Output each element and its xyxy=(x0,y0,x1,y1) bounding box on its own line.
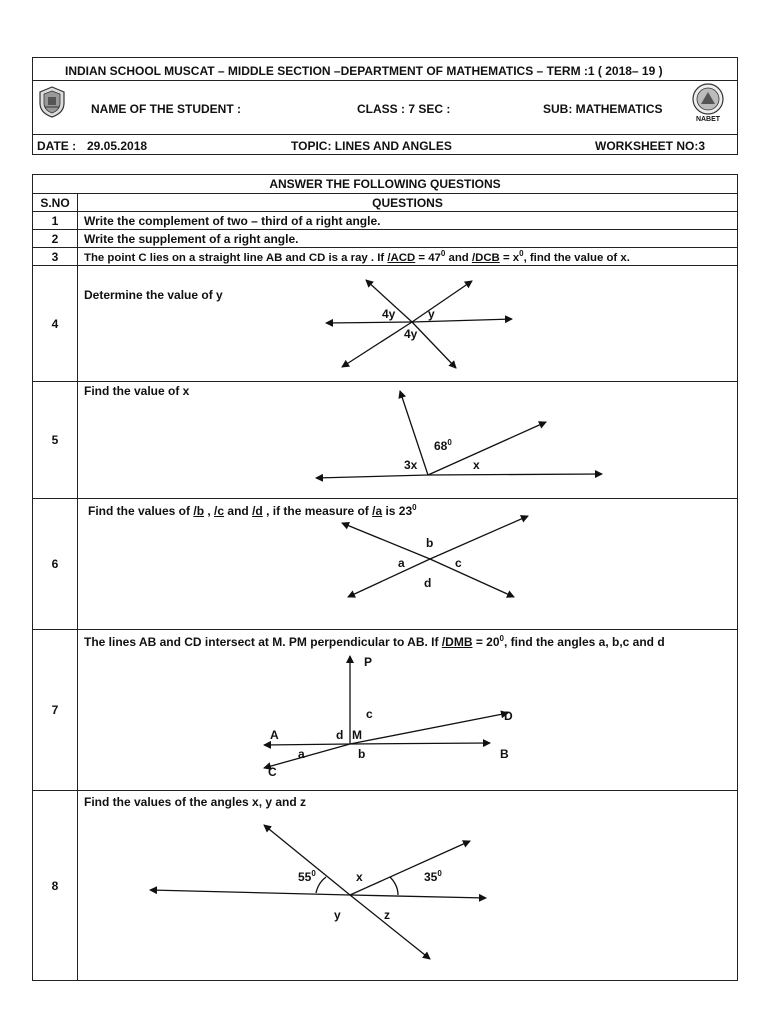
angle-label: y xyxy=(428,307,435,321)
angle-label: $35^0$ xyxy=(424,869,442,884)
question-number: 2 xyxy=(33,230,78,248)
degree-mark: 0 xyxy=(499,634,504,643)
date-label: DATE : xyxy=(37,139,77,153)
degree-mark: 0 xyxy=(440,249,446,259)
sno-header: S.NO xyxy=(33,194,78,212)
question-text: Determine the value of y xyxy=(84,288,223,302)
table-row xyxy=(33,248,738,266)
text-run: = 20 xyxy=(472,635,500,649)
angle-label: b xyxy=(426,536,434,550)
table-row xyxy=(33,382,738,499)
point-label: D xyxy=(504,709,513,723)
angle-label: /DMB xyxy=(441,635,473,649)
school-logo-icon xyxy=(37,85,67,119)
angles-on-line-diagram xyxy=(78,382,738,499)
question-text: Write the supplement of a right angle. xyxy=(78,230,738,248)
angle-label: /c xyxy=(214,504,225,518)
class-label: CLASS : 7 SEC : xyxy=(357,102,451,116)
angle-label: z xyxy=(384,908,390,922)
angle-label: a xyxy=(298,747,305,761)
text-run: = x xyxy=(499,251,520,264)
question-number: 1 xyxy=(33,212,78,230)
text-run: , find the angles a, b,c and d xyxy=(503,635,665,649)
angle-label: $55^0$ xyxy=(298,869,316,884)
text-run: , find the value of x. xyxy=(523,251,630,264)
degree-mark: 0 xyxy=(519,249,524,259)
angle-label: b xyxy=(358,747,366,761)
question-cell xyxy=(78,791,738,981)
angle-label: d xyxy=(336,728,344,742)
question-cell xyxy=(78,382,738,499)
table-row xyxy=(33,791,738,981)
angle-label: y xyxy=(334,908,341,922)
perpendicular-lines-diagram xyxy=(78,630,738,791)
text-run: = 47 xyxy=(415,251,441,264)
text-run: and xyxy=(445,251,472,264)
questions-table xyxy=(32,174,738,981)
text-run: , if the measure of xyxy=(262,504,373,518)
header-title: INDIAN SCHOOL MUSCAT – MIDDLE SECTION –DEPARTMENT OF MATHEMATICS – TERM :1 ( 2018– 19 ) xyxy=(65,64,663,78)
student-name-label: NAME OF THE STUDENT : xyxy=(91,102,241,116)
text-run: The lines AB and CD intersect at M. PM perpendicular to AB. If xyxy=(84,635,442,649)
angle-label: x xyxy=(473,458,480,472)
topic-label: TOPIC: LINES AND ANGLES xyxy=(291,139,452,153)
angle-label: $68^0$ xyxy=(434,438,452,453)
angle-label: 4y xyxy=(404,327,418,341)
nabet-text: NABET xyxy=(695,116,721,122)
question-number: 5 xyxy=(33,382,78,499)
question-number: 8 xyxy=(33,791,78,981)
angle-label: c xyxy=(455,556,462,570)
point-label: C xyxy=(268,765,277,779)
angle-label: /d xyxy=(252,504,263,518)
angle-label: /a xyxy=(372,504,383,518)
questions-header: QUESTIONS xyxy=(78,194,738,212)
instruction-heading: ANSWER THE FOLLOWING QUESTIONS xyxy=(33,175,738,194)
question-number: 3 xyxy=(33,248,78,266)
table-title-row xyxy=(33,175,738,194)
table-header-row xyxy=(33,194,738,212)
table-row xyxy=(33,630,738,791)
angle-label: d xyxy=(424,576,432,590)
question-cell xyxy=(78,499,738,630)
angle-label: a xyxy=(398,556,405,570)
point-label: B xyxy=(500,747,509,761)
vertically-opposite-angles-diagram xyxy=(78,499,738,630)
question-cell xyxy=(78,266,738,382)
text-run: The point C lies on a straight line AB and CD is a ray . If xyxy=(84,251,388,264)
date-value: 29.05.2018 xyxy=(87,139,148,153)
table-row xyxy=(33,266,738,382)
question-number: 7 xyxy=(33,630,78,791)
angle-label: c xyxy=(366,707,373,721)
point-label: M xyxy=(352,728,362,742)
angle-label: /ACD xyxy=(387,251,416,264)
worksheet-header xyxy=(32,57,738,155)
degree-mark: 0 xyxy=(412,503,417,512)
angle-label: /b xyxy=(193,504,205,518)
angle-label: x xyxy=(356,870,363,884)
angle-label: /DCB xyxy=(471,251,500,264)
nabet-logo-icon xyxy=(687,82,729,122)
question-text: Write the complement of two – third of a right angle. xyxy=(78,212,738,230)
subject-label: SUB: MATHEMATICS xyxy=(543,102,663,116)
point-label: P xyxy=(364,655,373,669)
intersecting-lines-diagram xyxy=(78,266,738,382)
question-cell xyxy=(78,630,738,791)
question-text: Find the value of x xyxy=(84,384,190,398)
text-run: Find the values of xyxy=(88,504,194,518)
angles-diagram xyxy=(78,791,738,981)
text-run: is 23 xyxy=(382,504,413,518)
header-divider xyxy=(33,134,737,135)
angle-label: 4y xyxy=(382,307,396,321)
table-row xyxy=(33,499,738,630)
question-text: Find the values of the angles x, y and z xyxy=(84,795,307,809)
text-run: , xyxy=(204,504,215,518)
table-row xyxy=(33,212,738,230)
question-number: 6 xyxy=(33,499,78,630)
angle-label: 3x xyxy=(404,458,418,472)
table-row xyxy=(33,230,738,248)
worksheet-number: WORKSHEET NO:3 xyxy=(595,139,706,153)
question-number: 4 xyxy=(33,266,78,382)
point-label: A xyxy=(270,728,279,742)
question-text xyxy=(78,248,738,266)
text-run: and xyxy=(224,504,253,518)
header-divider xyxy=(33,80,737,81)
